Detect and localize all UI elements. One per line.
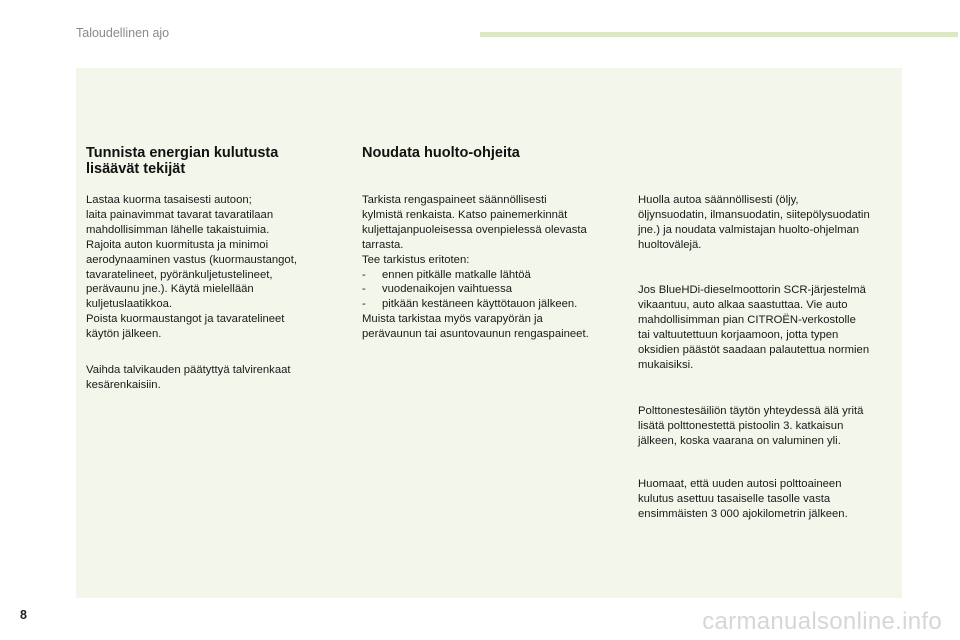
text-line: laita painavimmat tavarat tavaratilaan (86, 208, 274, 221)
header-bar (480, 32, 958, 37)
dash-bullet: - (362, 298, 366, 311)
col2-paragraph (362, 193, 624, 342)
text-line: Rajoita auton kuormitusta ja minimoi (86, 238, 269, 251)
col3-paragraph-1 (638, 193, 898, 253)
text-line: Lastaa kuorma tasaisesti autoon; (86, 194, 252, 206)
text-line: aerodynaaminen vastus (kuormaustangot, (86, 253, 297, 266)
list-item-text: vuodenaikojen vaihtuessa (382, 283, 513, 296)
text-line: huoltovälejä. (638, 238, 702, 251)
text-line: kesärenkaisiin. (86, 378, 161, 391)
section-title: Taloudellinen ajo (76, 26, 170, 40)
text-line: kuljettajanpuoleisessa ovenpielessä olevasta (362, 223, 587, 236)
col3-paragraph-2 (638, 283, 898, 372)
text-line: Vaihda talvikauden päätyttyä talvirenkaat (86, 364, 291, 376)
col3-paragraph-4 (638, 477, 898, 522)
list-item (362, 268, 624, 283)
text-line: mahdollisimman pian CITROËN-verkostolle (638, 313, 856, 326)
col3-paragraph-3 (638, 404, 898, 449)
text-line: oksidien päästöt saadaan palautettua normien (638, 343, 870, 356)
text-line: Muista tarkistaa myös varapyörän ja (362, 313, 543, 326)
text-line: Tee tarkistus eritoten: (362, 253, 470, 266)
page-number: 8 (20, 608, 27, 622)
text-line: mahdollisimman lähelle takaistuimia. (86, 223, 270, 236)
text-line: tarrasta. (362, 238, 404, 251)
text-line: kylmistä renkaista. Katso painemerkinnät (362, 208, 568, 221)
list-item-text: ennen pitkälle matkalle lähtöä (382, 268, 531, 281)
text-line: perävaunu jne.). Käytä mielellään (86, 283, 254, 296)
text-line: Tarkista rengaspaineet säännöllisesti (362, 194, 547, 206)
text-line: mukaisiksi. (638, 358, 694, 371)
text-line: lisätä polttonestettä pistoolin 3. katkaisun (638, 419, 844, 432)
text-line: Polttonestesäiliön täytön yhteydessä älä yritä (638, 405, 864, 417)
watermark: carmanualsonline.info (702, 608, 942, 635)
heading-maintenance: Noudata huolto-ohjeita (362, 145, 520, 161)
text-line: käytön jälkeen. (86, 328, 162, 341)
text-line: öljynsuodatin, ilmansuodatin, siitepölysuodatin (638, 208, 870, 221)
text-line: tavaratelineet, pyöränkuljetustelineet, (86, 268, 273, 281)
text-line: kuljetuslaatikkoa. (86, 298, 173, 311)
text-line: Poista kuormaustangot ja tavaratelineet (86, 313, 285, 326)
text-line: kulutus asettuu tasaiselle tasolle vasta (638, 492, 831, 505)
list-item (362, 282, 624, 297)
text-line: tai valtuutettuun korjaamoon, jotta typen (638, 328, 839, 341)
heading-line: Tunnista energian kulutusta (86, 145, 279, 161)
text-line: vikaantuu, auto alkaa saastuttaa. Vie auto (638, 298, 848, 311)
text-line: ensimmäisten 3 000 ajokilometrin jälkeen. (638, 507, 848, 520)
text-line: Huomaat, että uuden autosi polttoaineen (638, 478, 842, 490)
text-line: perävaunun tai asuntovaunun rengaspaineet. (362, 328, 589, 341)
text-line: Jos BlueHDi-dieselmoottorin SCR-järjestelmä (638, 284, 866, 296)
heading-energy-consumption (86, 145, 278, 177)
text-line: Huolla autoa säännöllisesti (öljy, (638, 194, 799, 206)
dash-bullet: - (362, 268, 366, 281)
dash-bullet: - (362, 283, 366, 296)
list-item (362, 297, 624, 312)
text-line: jälkeen, koska vaarana on valuminen yli. (638, 434, 841, 447)
text-line: jne.) ja noudata valmistajan huolto-ohjelman (638, 223, 860, 236)
list-item-text: pitkään kestäneen käyttötauon jälkeen. (382, 298, 578, 311)
col1-paragraph-2 (86, 363, 336, 393)
heading-line: lisäävät tekijät (86, 161, 186, 177)
col1-paragraph-1 (86, 193, 336, 342)
